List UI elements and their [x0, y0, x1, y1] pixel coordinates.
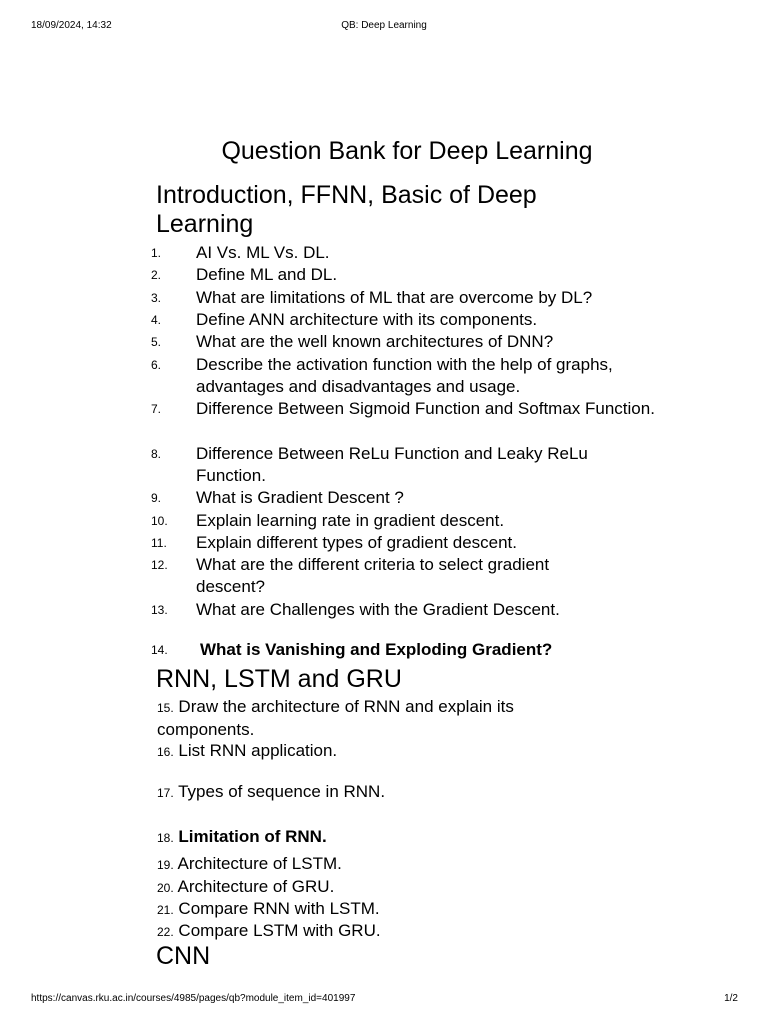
page-url: https://canvas.rku.ac.in/courses/4985/pages/qb?module_item_id=401997	[31, 993, 356, 1004]
item-text: What are the different criteria to select gradient descent?	[196, 555, 550, 596]
list-item	[157, 876, 577, 899]
item-number: 17.	[157, 786, 174, 800]
item-number: 12.	[151, 558, 168, 572]
item-number: 3.	[151, 291, 162, 305]
item-text: What is Gradient Descent ?	[196, 488, 404, 507]
section-heading-rnn: RNN, LSTM and GRU	[156, 665, 402, 693]
item-text: Difference Between Sigmoid Function and Softmax Function.	[196, 399, 655, 418]
list-item	[157, 781, 577, 804]
item-text: What are limitations of ML that are overcome by DL?	[196, 288, 593, 307]
item-number: 13.	[151, 603, 168, 617]
item-text: Define ANN architecture with its components.	[196, 310, 538, 329]
list-item	[157, 853, 577, 876]
item-number: 1.	[151, 246, 162, 260]
print-datetime: 18/09/2024, 14:32	[31, 20, 112, 31]
item-text: Define ML and DL.	[196, 265, 338, 284]
item-text: List RNN application.	[178, 741, 338, 760]
item-text: What is Vanishing and Exploding Gradient?	[200, 640, 553, 659]
section-heading-cnn: CNN	[156, 942, 211, 970]
item-number: 22.	[157, 925, 174, 939]
item-number: 19.	[157, 858, 174, 872]
section-heading-intro: Introduction, FFNN, Basic of Deep Learning	[156, 181, 537, 238]
list-item	[157, 740, 577, 763]
item-number: 4.	[151, 313, 162, 327]
item-text: Compare RNN with LSTM.	[178, 899, 380, 918]
item-number: 5.	[151, 335, 162, 349]
item-text: AI Vs. ML Vs. DL.	[196, 243, 330, 262]
item-number: 16.	[157, 745, 174, 759]
item-number: 20.	[157, 881, 174, 895]
item-text: Architecture of GRU.	[177, 877, 335, 896]
list-item	[157, 826, 577, 849]
item-number: 10.	[151, 514, 168, 528]
item-text: Limitation of RNN.	[178, 827, 327, 846]
item-text: Draw the architecture of RNN and explain its components.	[157, 697, 514, 739]
item-text: Explain different types of gradient descent.	[196, 533, 517, 552]
item-text: Explain learning rate in gradient descent.	[196, 511, 505, 530]
item-number: 14.	[151, 643, 168, 657]
document-title: Question Bank for Deep Learning	[221, 137, 593, 165]
print-page-title: QB: Deep Learning	[341, 20, 427, 31]
item-text: What are the well known architectures of DNN?	[196, 332, 554, 351]
item-number: 18.	[157, 831, 174, 845]
page-number: 1/2	[724, 993, 738, 1004]
item-number: 15.	[157, 701, 174, 715]
item-number: 2.	[151, 268, 162, 282]
item-number: 8.	[151, 447, 162, 461]
item-text: Compare LSTM with GRU.	[178, 921, 381, 940]
item-number: 11.	[151, 536, 167, 550]
item-number: 7.	[151, 402, 162, 416]
item-text: Types of sequence in RNN.	[178, 782, 386, 801]
item-text: Describe the activation function with the help of graphs, advantages and disadvantages and usage.	[196, 355, 613, 396]
list-item	[157, 696, 577, 741]
item-number: 6.	[151, 358, 162, 372]
item-number: 9.	[151, 491, 162, 505]
item-text: Difference Between ReLu Function and Leaky ReLu Function.	[196, 444, 588, 485]
item-number: 21.	[157, 903, 174, 917]
item-text: What are Challenges with the Gradient Descent.	[196, 600, 560, 619]
item-text: Architecture of LSTM.	[177, 854, 342, 873]
list-item	[157, 898, 577, 921]
list-item	[157, 920, 577, 943]
